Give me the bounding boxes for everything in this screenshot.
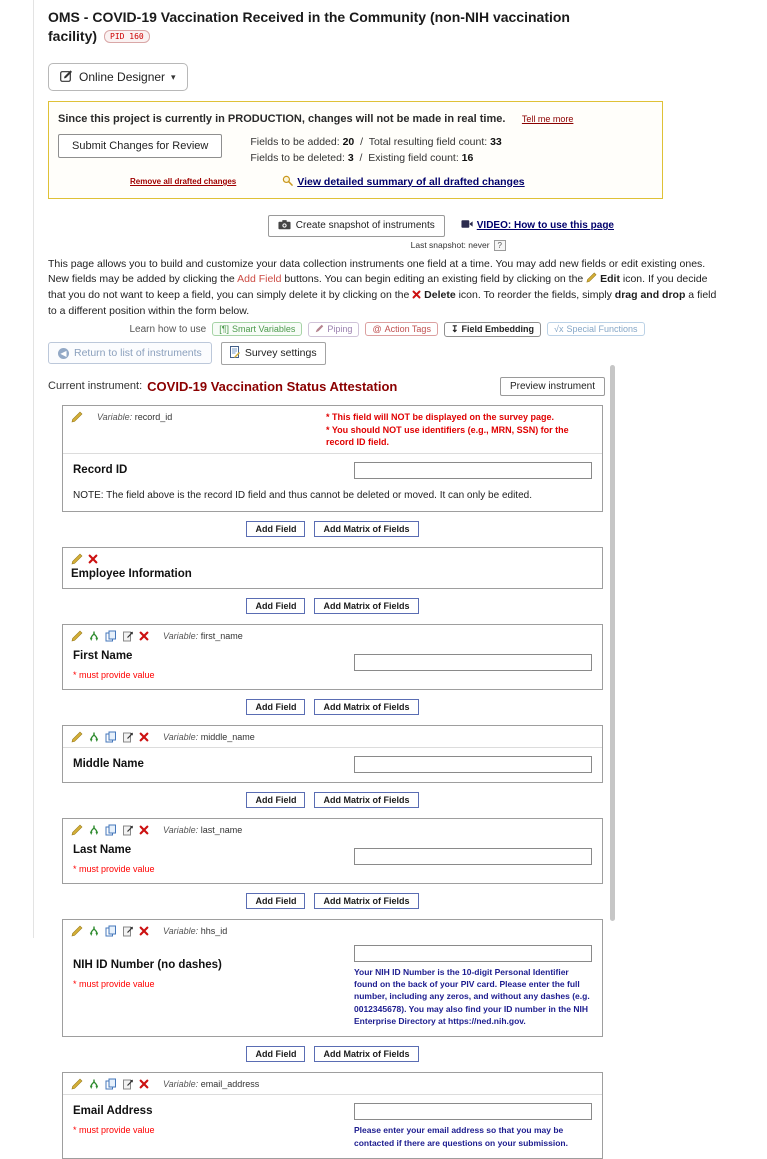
pen-icon bbox=[315, 324, 324, 335]
variable-name: Variable: first_name bbox=[163, 630, 243, 641]
drag-drop-word: drag and drop bbox=[614, 288, 686, 301]
delete-field-icon[interactable] bbox=[88, 554, 98, 564]
add-matrix-button[interactable]: Add Matrix of Fields bbox=[314, 792, 418, 808]
edit-field-icon[interactable] bbox=[71, 731, 83, 743]
copy-field-icon[interactable] bbox=[105, 824, 117, 836]
add-field-mention: Add Field bbox=[237, 272, 282, 285]
return-to-instruments-button[interactable] bbox=[48, 342, 212, 364]
at-icon: @ bbox=[372, 324, 382, 335]
email-input[interactable] bbox=[354, 1103, 592, 1120]
branching-logic-icon[interactable] bbox=[88, 1078, 100, 1090]
return-button-label: Return to list of instruments bbox=[74, 347, 202, 360]
variable-name: Variable: email_address bbox=[163, 1079, 260, 1090]
last-snapshot-label: Last snapshot: never bbox=[410, 239, 490, 250]
field-label: First Name bbox=[73, 649, 133, 662]
branching-logic-icon[interactable] bbox=[88, 731, 100, 743]
copy-field-icon[interactable] bbox=[105, 630, 117, 642]
field-label: Middle Name bbox=[73, 757, 144, 770]
pid-badge[interactable]: PID 160 bbox=[104, 30, 150, 43]
field-label: Record ID bbox=[73, 463, 128, 476]
edit-field-icon[interactable] bbox=[71, 925, 83, 937]
section-header-employee-information[interactable] bbox=[62, 547, 603, 589]
fields-deleted-label: Fields to be deleted: bbox=[250, 152, 345, 165]
current-instrument-name: COVID-19 Vaccination Status Attestation bbox=[147, 378, 398, 394]
camera-icon bbox=[278, 219, 291, 233]
variable-name: Variable: last_name bbox=[163, 824, 243, 835]
instructions-text: icon. To reorder the fields, simply bbox=[455, 288, 615, 301]
add-matrix-button[interactable]: Add Matrix of Fields bbox=[314, 521, 418, 537]
field-row-first-name[interactable] bbox=[62, 624, 603, 690]
copy-field-icon[interactable] bbox=[105, 925, 117, 937]
create-snapshot-label: Create snapshot of instruments bbox=[295, 220, 435, 232]
move-field-icon[interactable] bbox=[122, 731, 134, 743]
action-tags-button[interactable]: @ Action Tags bbox=[365, 322, 438, 336]
delete-field-icon[interactable] bbox=[139, 732, 149, 742]
field-embedding-button[interactable]: ↧ Field Embedding bbox=[444, 322, 541, 337]
add-field-button[interactable]: Add Field bbox=[246, 598, 305, 614]
submit-changes-button[interactable]: Submit Changes for Review bbox=[58, 134, 222, 158]
view-summary-link[interactable] bbox=[282, 175, 524, 189]
field-note: Your NIH ID Number is the 10-digit Personal Identifier found on the back of your PIV card. Please enter the full number, including any zeros, and without any dashes (e.g. 0012345678). You may also find your ID number in the NIH Enterprise Directory at https://ned.nih.gov. bbox=[354, 966, 590, 1026]
variable-name: Variable: middle_name bbox=[163, 731, 255, 742]
branching-logic-icon[interactable] bbox=[88, 630, 100, 642]
delete-word: Delete bbox=[424, 288, 456, 301]
slash: / bbox=[360, 136, 364, 148]
delete-x-icon bbox=[412, 289, 421, 304]
field-note: Please enter your email address so that you may be contacted if there are questions on your submission. bbox=[354, 1125, 568, 1148]
copy-field-icon[interactable] bbox=[105, 731, 117, 743]
existing-count-value: 16 bbox=[461, 152, 474, 165]
last-name-input[interactable] bbox=[354, 848, 592, 865]
edit-word: Edit bbox=[600, 272, 620, 285]
required-text: * must provide value bbox=[73, 863, 155, 874]
fields-deleted-value: 3 bbox=[347, 152, 354, 165]
instructions-text: This page allows you to build and customize your data collection instruments one field at a time. You may add new fields or edit existing ones. New fields may be added by clicking the bbox=[48, 257, 706, 285]
variable-name: Variable: record_id bbox=[97, 411, 173, 422]
edit-field-icon[interactable] bbox=[71, 553, 83, 565]
first-name-input[interactable] bbox=[354, 654, 592, 671]
instructions-text: buttons. You can begin editing an existing field by clicking on the bbox=[281, 272, 587, 285]
edit-field-icon[interactable] bbox=[71, 1078, 83, 1090]
survey-doc-icon bbox=[230, 346, 240, 361]
embed-arrow-icon: ↧ bbox=[450, 323, 459, 334]
instructions-text: a field to a different position within the form below. bbox=[48, 288, 717, 317]
special-functions-button[interactable]: √x Special Functions bbox=[547, 322, 645, 336]
piping-button[interactable]: Piping bbox=[308, 322, 359, 337]
variable-name: Variable: hhs_id bbox=[163, 925, 228, 936]
required-text: * must provide value bbox=[73, 669, 155, 680]
edit-field-icon[interactable] bbox=[71, 630, 83, 642]
edit-square-icon bbox=[60, 69, 73, 85]
smart-variables-icon: [¶] bbox=[219, 324, 230, 335]
video-help-link[interactable] bbox=[461, 219, 614, 232]
nih-id-input[interactable] bbox=[354, 945, 592, 962]
instrument-fields bbox=[62, 405, 603, 1159]
back-arrow-icon: ◀ bbox=[58, 348, 69, 359]
add-field-button[interactable]: Add Field bbox=[246, 521, 305, 537]
add-matrix-button[interactable]: Add Matrix of Fields bbox=[314, 598, 418, 614]
field-row-email-address[interactable] bbox=[62, 1072, 603, 1159]
required-text: * must provide value bbox=[73, 1125, 155, 1136]
vertical-scrollbar[interactable] bbox=[610, 365, 615, 921]
current-instrument-label: Current instrument: bbox=[48, 380, 143, 393]
page-title: OMS - COVID-19 Vaccination Received in the Community (non-NIH vaccination facility) bbox=[48, 9, 570, 44]
production-warning-box bbox=[48, 101, 663, 199]
delete-field-icon[interactable] bbox=[139, 926, 149, 936]
field-row-record-id[interactable] bbox=[62, 405, 603, 512]
branching-logic-icon[interactable] bbox=[88, 925, 100, 937]
field-row-middle-name[interactable] bbox=[62, 725, 603, 783]
film-icon bbox=[461, 219, 473, 232]
delete-field-icon[interactable] bbox=[139, 631, 149, 641]
add-field-button[interactable]: Add Field bbox=[246, 893, 305, 909]
page-instructions bbox=[48, 257, 726, 319]
production-notice: Since this project is currently in PRODUCTION, changes will not be made in real time. bbox=[58, 113, 506, 125]
instructions-text: icon. If you decide that you do not want to keep a field, you can simply delete it by clicking on the bbox=[48, 272, 708, 301]
branching-logic-icon[interactable] bbox=[88, 824, 100, 836]
learn-how-label: Learn how to use bbox=[129, 323, 207, 335]
pencil-icon bbox=[586, 272, 597, 288]
field-row-hhs-id[interactable] bbox=[62, 919, 603, 1038]
copy-field-icon[interactable] bbox=[105, 1078, 117, 1090]
online-designer-label: Online Designer bbox=[79, 70, 166, 84]
field-label: NIH ID Number (no dashes) bbox=[73, 958, 222, 971]
edit-field-icon[interactable] bbox=[71, 824, 83, 836]
add-field-button[interactable]: Add Field bbox=[246, 792, 305, 808]
view-summary-label: View detailed summary of all drafted changes bbox=[297, 175, 525, 188]
field-label: Email Address bbox=[73, 1105, 153, 1118]
add-matrix-button[interactable]: Add Matrix of Fields bbox=[314, 893, 418, 909]
move-field-icon[interactable] bbox=[122, 824, 134, 836]
survey-settings-label: Survey settings bbox=[244, 347, 317, 360]
move-field-icon[interactable] bbox=[122, 925, 134, 937]
add-matrix-button[interactable]: Add Matrix of Fields bbox=[314, 1046, 418, 1062]
chevron-down-icon: ▾ bbox=[171, 71, 176, 82]
field-label: Last Name bbox=[73, 843, 132, 856]
remove-drafted-changes-link[interactable]: Remove all drafted changes bbox=[130, 177, 237, 187]
edit-field-icon[interactable] bbox=[71, 411, 83, 423]
survey-settings-button[interactable] bbox=[221, 342, 326, 365]
record-id-note: NOTE: The field above is the record ID field and thus cannot be deleted or moved. It can only be edited. bbox=[73, 489, 532, 501]
fields-added-label: Fields to be added: bbox=[250, 136, 340, 148]
delete-field-icon[interactable] bbox=[139, 1079, 149, 1089]
slash: / bbox=[359, 152, 363, 165]
add-field-button[interactable]: Add Field bbox=[246, 699, 305, 715]
sqrt-icon: √x bbox=[554, 324, 564, 335]
magnifier-icon bbox=[282, 175, 293, 189]
record-id-warnings: * This field will NOT be displayed on the survey page. * You should NOT use identifiers (e.g., MRN, SSN) for the record ID field. bbox=[326, 411, 569, 448]
add-field-button[interactable]: Add Field bbox=[246, 1046, 305, 1062]
smart-variables-button[interactable]: [¶] Smart Variables bbox=[212, 322, 302, 336]
fields-added-value: 20 bbox=[342, 136, 355, 148]
field-row-last-name[interactable] bbox=[62, 818, 603, 884]
add-matrix-button[interactable]: Add Matrix of Fields bbox=[314, 699, 418, 715]
delete-field-icon[interactable] bbox=[139, 825, 149, 835]
last-snapshot-line bbox=[48, 240, 614, 251]
online-designer-dropdown[interactable] bbox=[48, 63, 188, 91]
video-help-label: VIDEO: How to use this page bbox=[476, 220, 614, 232]
tell-me-more-link[interactable]: Tell me more bbox=[521, 114, 574, 124]
create-snapshot-button[interactable] bbox=[268, 215, 445, 237]
field-count-summary bbox=[250, 134, 501, 167]
total-count-value: 33 bbox=[490, 136, 502, 148]
section-label: Employee Information bbox=[71, 567, 192, 580]
preview-instrument-button[interactable]: Preview instrument bbox=[500, 377, 605, 396]
total-count-label: Total resulting field count: bbox=[368, 136, 488, 148]
required-text: * must provide value bbox=[73, 978, 155, 989]
move-field-icon[interactable] bbox=[122, 630, 134, 642]
help-icon[interactable]: ? bbox=[494, 240, 506, 251]
move-field-icon[interactable] bbox=[122, 1078, 134, 1090]
record-id-input[interactable] bbox=[354, 462, 592, 479]
existing-count-label: Existing field count: bbox=[368, 152, 459, 165]
middle-name-input[interactable] bbox=[354, 756, 592, 773]
